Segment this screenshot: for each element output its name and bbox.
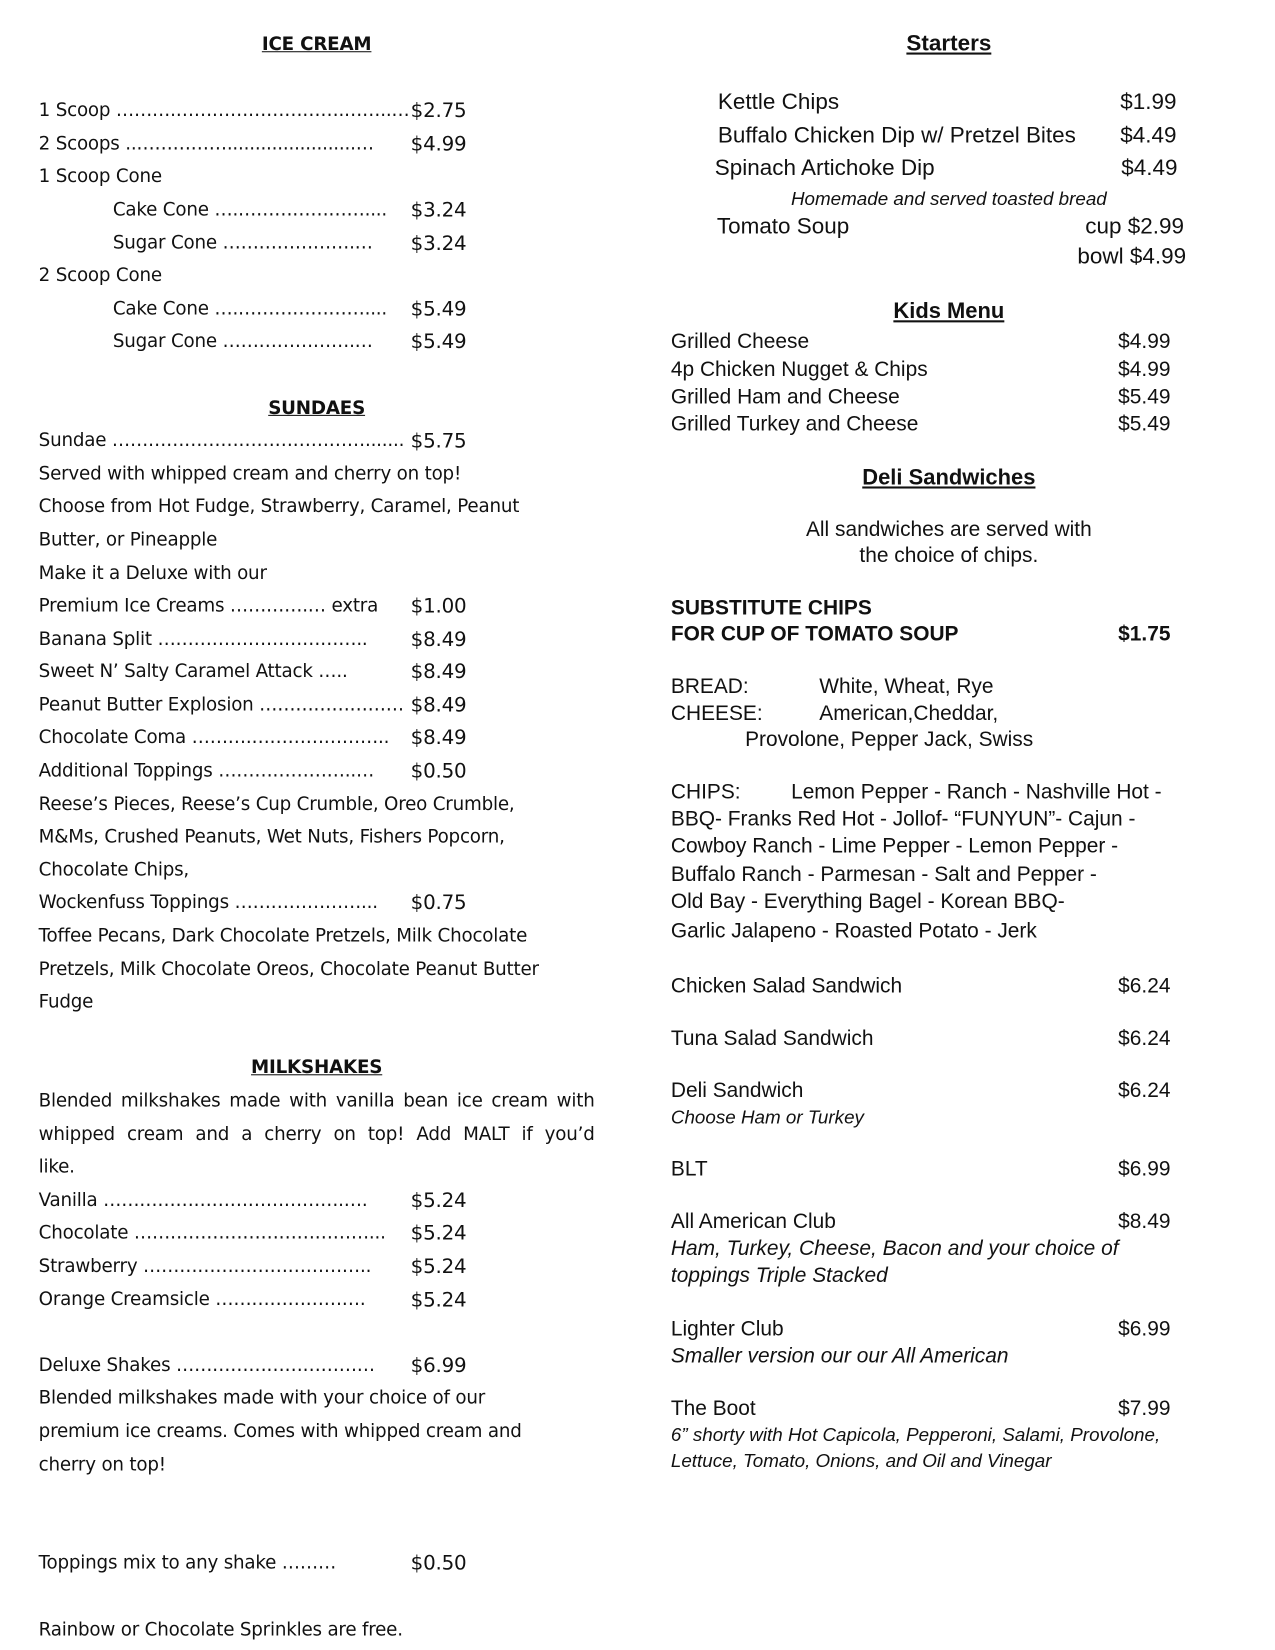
section-heading-milkshakes: MILKSHAKES [251, 1057, 383, 1079]
item-price: $0.50 [410, 1552, 467, 1576]
substitute-price: $1.75 [1118, 622, 1171, 646]
item-label: Peanut Butter Explosion …………………… [38, 694, 404, 716]
item-price: $6.99 [410, 1354, 467, 1378]
menu-item [0, 260, 627, 293]
sandwich-name: Chicken Salad Sandwich [670, 974, 903, 998]
sandwich-description: toppings Triple Stacked [670, 1263, 888, 1287]
cheese-options: American,Cheddar, [819, 702, 999, 726]
item-label: Premium Ice Creams ………….… extra [38, 595, 379, 617]
item-label: Additional Toppings …………………..… [38, 760, 375, 782]
menu-item [0, 888, 627, 921]
item-label: Blended milkshakes made with vanilla bean ice cream with [38, 1090, 595, 1112]
item-label: Grilled Turkey and Cheese [670, 412, 919, 436]
item-price: $4.49 [1121, 154, 1178, 181]
item-label: 1 Scoop ……….……………………….……..… [38, 100, 410, 122]
item-price: $5.24 [410, 1255, 467, 1279]
chips-options: Cowboy Ranch - Lime Pepper - Lemon Pepper - [670, 834, 1119, 858]
item-label: Blended milkshakes made with your choice of our [38, 1388, 486, 1410]
item-label: Sugar Cone ………………….… [112, 232, 373, 254]
item-label: Spinach Artichoke Dip [714, 154, 935, 181]
menu-text [0, 1416, 627, 1449]
item-label: whipped cream and a cherry on top! Add MALT if you’d [38, 1123, 595, 1145]
chips-options: BBQ- Franks Red Hot - Jollof- “FUNYUN”- Cajun - [670, 807, 1136, 831]
item-label: Make it a Deluxe with our [38, 562, 267, 584]
deli-intro: All sandwiches are served with [805, 518, 1092, 542]
item-label: premium ice creams. Comes with whipped cream and [38, 1421, 522, 1443]
item-label: Butter, or Pineapple [38, 529, 218, 551]
chips-options: Garlic Jalapeno - Roasted Potato - Jerk [670, 919, 1037, 943]
sandwich-price: $6.24 [1118, 1079, 1171, 1103]
menu-text [0, 1152, 627, 1185]
item-price: $3.24 [410, 231, 467, 255]
item-price: $4.99 [410, 132, 467, 156]
sandwich-description: Lettuce, Tomato, Onions, and Oil and Vinegar [670, 1449, 1052, 1471]
item-label: 4p Chicken Nugget & Chips [670, 358, 928, 382]
item-label: 2 Scoop Cone [38, 265, 162, 287]
sandwich-price: $6.99 [1118, 1157, 1171, 1181]
item-price: $8.49 [410, 693, 467, 717]
item-label: Chocolate Chips, [38, 859, 190, 881]
menu-text [0, 1449, 627, 1482]
menu-item [0, 1548, 627, 1581]
item-price: $8.49 [410, 627, 467, 651]
menu-item [0, 293, 627, 326]
item-label: 1 Scoop Cone [38, 166, 162, 188]
menu-text [0, 558, 627, 591]
substitute-label: SUBSTITUTE CHIPS [670, 596, 872, 620]
item-price: $5.49 [1118, 412, 1171, 436]
item-label: Banana Split …………………………….. [38, 628, 368, 650]
item-price: $4.99 [1118, 358, 1171, 382]
sandwich-description: Choose Ham or Turkey [670, 1106, 864, 1128]
menu-text [0, 954, 627, 987]
menu-text [0, 524, 627, 557]
sandwich-name: The Boot [670, 1397, 756, 1421]
menu-item [0, 1350, 627, 1383]
menu-item [0, 723, 627, 756]
chips-options: Old Bay - Everything Bagel - Korean BBQ- [670, 890, 1065, 914]
item-price: $5.49 [1118, 385, 1171, 409]
item-price: $0.75 [410, 891, 467, 915]
item-label: Deluxe Shakes …………………………… [38, 1355, 375, 1377]
item-price: bowl $4.99 [1077, 243, 1187, 269]
item-label: Grilled Cheese [670, 330, 810, 354]
item-price: $2.75 [410, 99, 467, 123]
item-price: $5.24 [410, 1188, 467, 1212]
menu-item [0, 161, 627, 194]
item-label: Grilled Ham and Cheese [670, 385, 900, 409]
menu-text [0, 458, 627, 491]
section-heading-sundaes: SUNDAES [268, 397, 366, 419]
item-label: Rainbow or Chocolate Sprinkles are free. [38, 1619, 403, 1641]
sandwich-name: Lighter Club [670, 1317, 784, 1341]
item-price: $5.49 [410, 297, 467, 321]
section-heading-ice-cream: ICE CREAM [261, 34, 372, 56]
item-label: Buffalo Chicken Dip w/ Pretzel Bites [717, 122, 1076, 148]
section-heading-starters: Starters [906, 30, 992, 56]
item-price: $5.75 [410, 429, 467, 453]
sandwich-name: Deli Sandwich [670, 1079, 804, 1103]
sandwich-description: 6” shorty with Hot Capicola, Pepperoni, Salami, Provolone, [670, 1424, 1161, 1446]
sandwich-description: Smaller version our our All American [670, 1344, 1009, 1368]
item-price: $4.99 [1118, 330, 1171, 354]
sandwich-price: $6.24 [1118, 1027, 1171, 1051]
menu-text [0, 1383, 627, 1416]
cheese-label: CHEESE: [670, 702, 763, 726]
substitute-label: FOR CUP OF TOMATO SOUP [670, 622, 959, 646]
menu-item [0, 1185, 627, 1218]
sandwich-price: $6.99 [1118, 1317, 1171, 1341]
menu-text [0, 987, 627, 1020]
chips-label: CHIPS: [670, 780, 741, 804]
item-price: $8.49 [410, 660, 467, 684]
item-label: Vanilla ………………………………….…. [38, 1190, 368, 1211]
sandwich-name: All American Club [670, 1210, 836, 1234]
menu-item [0, 624, 627, 657]
item-label: Sundae ……………………………………....... [38, 430, 405, 452]
item-price: $5.24 [410, 1221, 467, 1245]
item-label: Reese’s Pieces, Reese’s Cup Crumble, Oreo Crumble, [38, 793, 515, 815]
item-label: Cake Cone ….………………….... [112, 298, 388, 320]
menu-item [0, 1284, 627, 1317]
item-price: $1.99 [1120, 89, 1177, 115]
item-label: like. [38, 1157, 75, 1178]
item-price: $5.49 [410, 330, 467, 354]
item-label: Wockenfuss Toppings …………………... [38, 892, 378, 914]
chips-options: Lemon Pepper - Ranch - Nashville Hot - [791, 780, 1162, 804]
menu-item [0, 1218, 627, 1251]
menu-text [0, 855, 627, 888]
item-label: Cake Cone ….………………….... [112, 199, 388, 221]
sandwich-name: BLT [670, 1157, 708, 1181]
item-label: Served with whipped cream and cherry on top! [38, 463, 462, 485]
menu-item [0, 756, 627, 789]
bread-options: White, Wheat, Rye [819, 675, 994, 699]
sandwich-description: Ham, Turkey, Cheese, Bacon and your choice of [670, 1236, 1119, 1260]
chips-options: Buffalo Ranch - Parmesan - Salt and Pepper - [670, 863, 1097, 887]
item-price: $3.24 [410, 198, 467, 222]
item-label: Kettle Chips [717, 89, 840, 115]
item-label: Toppings mix to any shake ……… [38, 1553, 337, 1575]
item-price: $8.49 [410, 726, 467, 750]
item-label: Toffee Pecans, Dark Chocolate Pretzels, Milk Chocolate [38, 925, 528, 947]
left-column [0, 29, 627, 1647]
menu-text [0, 1614, 627, 1647]
menu-item [0, 690, 627, 723]
item-price: $1.00 [410, 594, 467, 618]
item-label: Tomato Soup [716, 213, 850, 239]
sandwich-price: $6.24 [1118, 974, 1171, 998]
item-note: Homemade and served toasted bread [790, 188, 1107, 209]
menu-item [0, 95, 627, 128]
menu-item [0, 194, 627, 227]
section-heading-kids-menu: Kids Menu [893, 299, 1005, 324]
item-label: cherry on top! [38, 1454, 166, 1476]
menu-item [0, 425, 627, 458]
menu-text [0, 1086, 627, 1119]
menu-item [0, 128, 627, 161]
menu-text [0, 491, 627, 524]
bread-label: BREAD: [670, 675, 749, 699]
item-label: Sweet N’ Salty Caramel Attack ….. [38, 661, 348, 683]
sandwich-price: $7.99 [1118, 1397, 1171, 1421]
menu-item [0, 657, 627, 690]
menu-item [0, 591, 627, 624]
sandwich-price: $8.49 [1118, 1210, 1171, 1234]
item-label: Chocolate Coma ……….………………….. [38, 727, 390, 749]
deli-intro: the choice of chips. [859, 544, 1039, 568]
menu-item [0, 227, 627, 260]
item-label: Strawberry ……………………………….. [38, 1256, 372, 1277]
section-heading-deli: Deli Sandwiches [862, 465, 1036, 490]
item-price: $4.49 [1120, 122, 1177, 148]
cheese-options: Provolone, Pepper Jack, Swiss [745, 728, 1034, 752]
menu-text [0, 822, 627, 855]
item-label: Sugar Cone ………………….… [112, 331, 373, 353]
item-price: $5.24 [410, 1288, 467, 1312]
menu-item [0, 326, 627, 359]
item-label: M&Ms, Crushed Peanuts, Wet Nuts, Fishers Popcorn, [38, 826, 505, 848]
item-label: 2 Scoops ..…………….......................… [38, 133, 374, 155]
menu-text [0, 1119, 627, 1152]
menu-text [0, 789, 627, 822]
menu-text [0, 921, 627, 954]
item-label: Pretzels, Milk Chocolate Oreos, Chocolate Peanut Butter [38, 958, 539, 980]
menu-item [0, 1251, 627, 1284]
item-label: Choose from Hot Fudge, Strawberry, Caramel, Peanut [38, 496, 520, 518]
item-label: Fudge [38, 991, 94, 1013]
sandwich-name: Tuna Salad Sandwich [670, 1027, 874, 1051]
item-label: Chocolate …………………………………... [38, 1223, 386, 1244]
item-price: cup $2.99 [1085, 213, 1184, 239]
item-label: Orange Creamsicle ……………………. [38, 1289, 366, 1310]
item-price: $0.50 [410, 759, 467, 783]
